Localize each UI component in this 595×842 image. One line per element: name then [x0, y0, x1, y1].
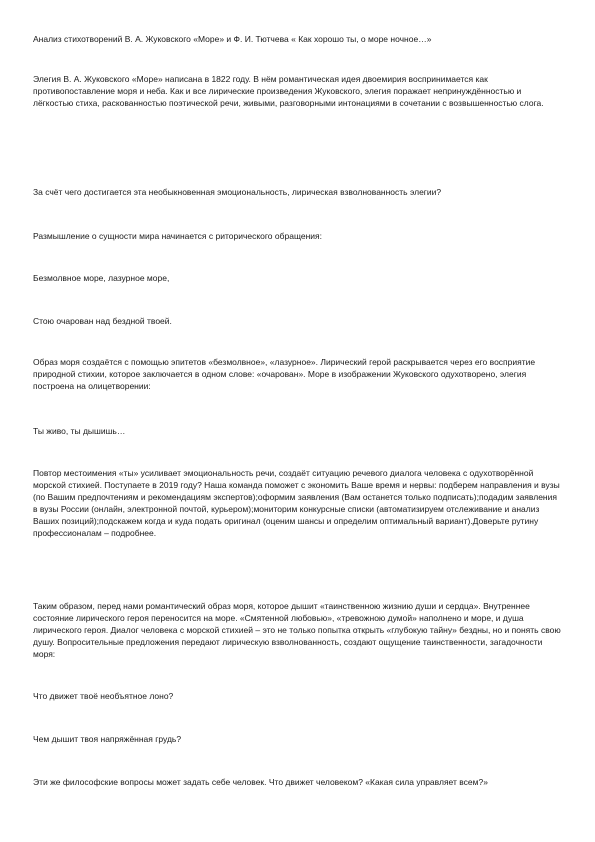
- paragraph-4: Образ моря создаётся с помощью эпитетов «безмолвное», «лазурное». Лирический герой раскрывается через его восприятие природной стихии, которое заключается в одном слове: «очарован». Море в изображении Жуковского одухотворено, элегия построена на олицетворении:: [33, 357, 536, 391]
- paragraph-2: За счёт чего достигается эта необыкновенная эмоциональность, лирическая взволнованность элегии?: [33, 187, 442, 197]
- poem-line-1: Безмолвное море, лазурное море,: [33, 273, 170, 283]
- poem-line-4: Что движет твоё необъятное лоно?: [33, 691, 174, 701]
- poem-line-3: Ты живо, ты дышишь…: [33, 426, 126, 436]
- paragraph-3: Размышление о сущности мира начинается с риторического обращения:: [33, 231, 322, 241]
- paragraph-6: Таким образом, перед нами романтический образ моря, которое дышит «таинственною жизнию души и сердца». Внутреннее состояние лирического героя переносится на море. «Смятенной любовью», «тревожною думой» наполнено и море, и душа лирического героя. Диалог человека с морской стихией – это не только попытка открыть «глубокую тайну» бездны, но и понять свою душу. Вопросительные предложения передают лирическую взволнованность, создают ощущение таинственности, загадочности моря:: [33, 601, 561, 659]
- paragraph-1: Элегия В. А. Жуковского «Море» написана в 1822 году. В нём романтическая идея двоемирия воспринимается как противопоставление моря и неба. Как и все лирические произведения Жуковского, элегия поражает непринуждённостью и лёгкостью стиха, раскованностью поэтической речи, живыми, разговорными интонациями в сочетании с возвышенностью слога.: [33, 74, 544, 108]
- document-title: Анализ стихотворений В. А. Жуковского «Море» и Ф. И. Тютчева « Как хорошо ты, о море ночное…»: [33, 34, 432, 44]
- poem-line-5: Чем дышит твоя напряжённая грудь?: [33, 734, 182, 744]
- poem-line-2: Стою очарован над бездной твоей.: [33, 316, 172, 326]
- paragraph-7: Эти же философские вопросы может задать себе человек. Что движет человеком? «Какая сила управляет всем?»: [33, 777, 488, 787]
- paragraph-5: Повтор местоимения «ты» усиливает эмоциональность речи, создаёт ситуацию речевого диалога человека с одухотворённой морской стихией. Поступаете в 2019 году? Наша команда поможет с экономить Ваше время и нервы: подберем направления и вузы (по Вашим предпочтениям и рекомендациям экспертов);оформим заявления (Вам останется только подписать);подадим заявления в вузы России (онлайн, электронной почтой, курьером);мониторим конкурсные списки (автоматизируем отслеживание и анализ Ваших позиций);подскажем когда и куда подать оригинал (оценим шансы и определим оптимальный вариант).Доверьте рутину профессионалам – подробнее.: [33, 468, 560, 538]
